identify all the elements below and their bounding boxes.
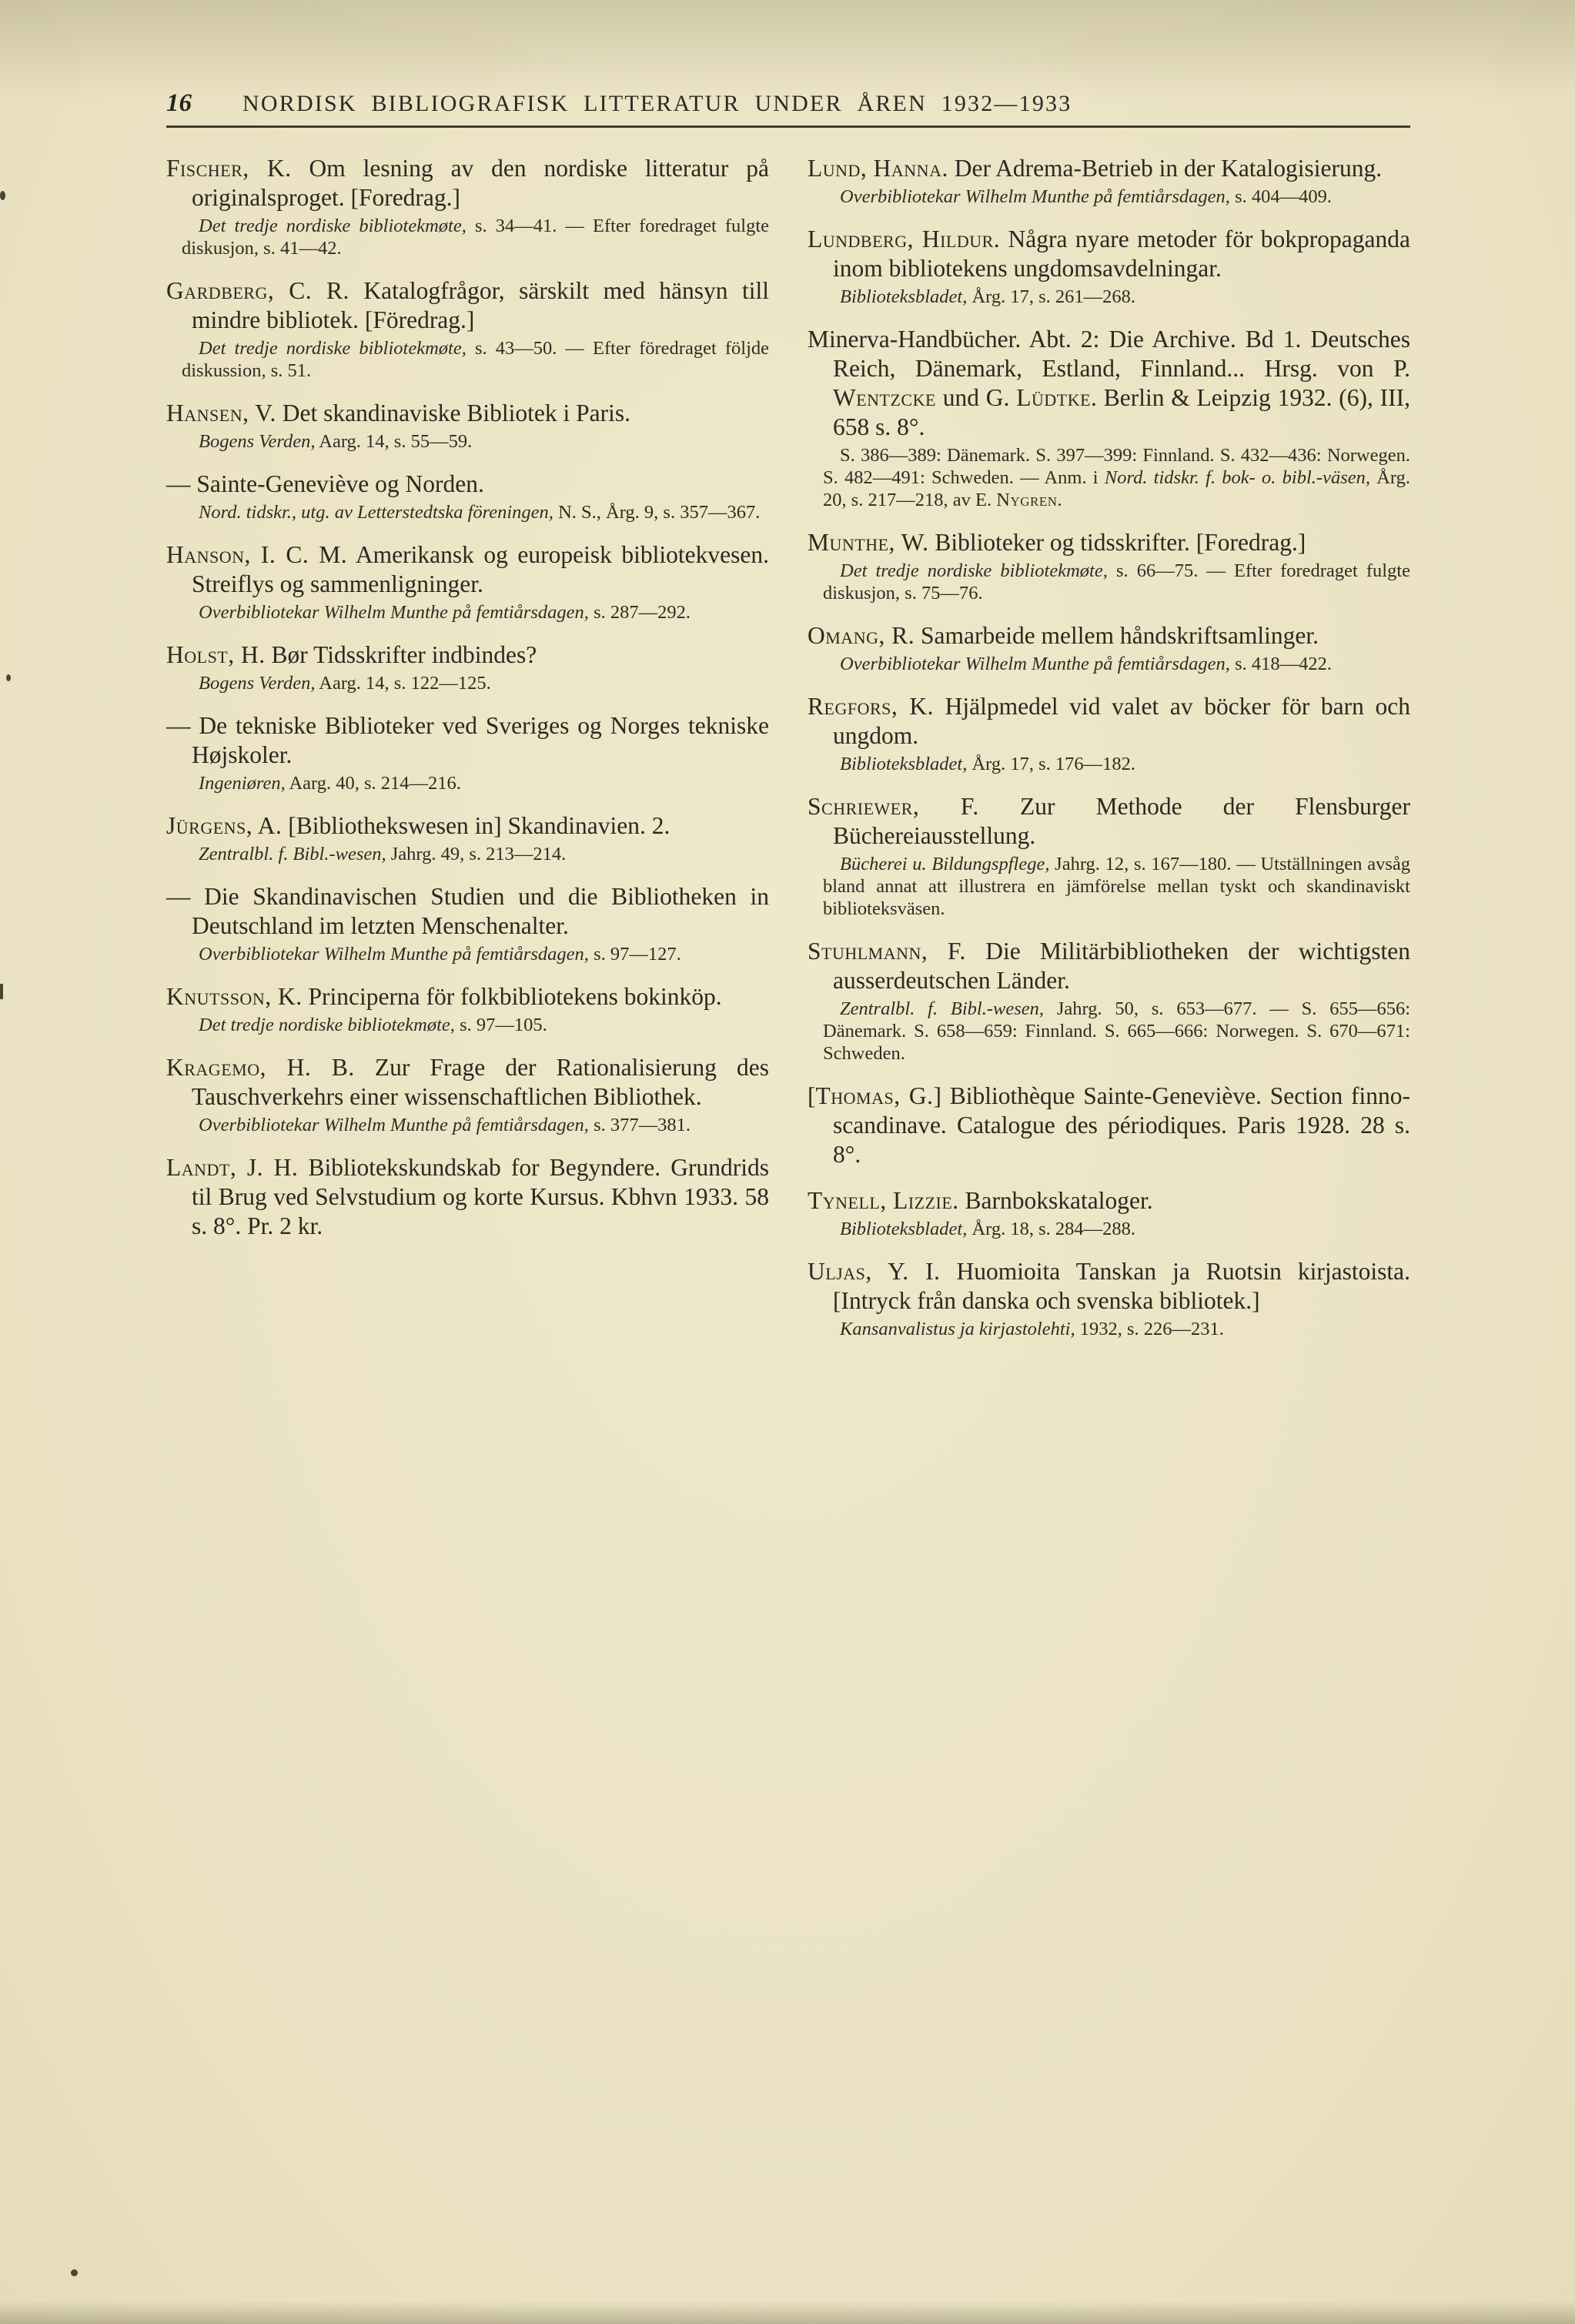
source-title: Biblioteksbladet, [840, 1219, 968, 1239]
bibliography-entry [166, 276, 769, 382]
source-title: Nord. tidskr., utg. av Letterstedtska föreningen, [199, 502, 553, 523]
source-title: Bücherei u. Bildungspflege, [840, 854, 1050, 874]
text-run: Aarg. 14, s. 122—125. [315, 673, 491, 694]
author-name: Munthe, W. [808, 529, 929, 556]
author-name: Schriewer, F. [808, 793, 979, 820]
text-run: [Bibliothekswesen in] Skandinavien. 2. [282, 812, 670, 839]
entry-citation [808, 560, 1410, 604]
author-name: Hansen, V. [166, 400, 276, 426]
bibliography-entry [808, 621, 1410, 675]
entry-citation [808, 1318, 1410, 1340]
source-title: Overbibliotekar Wilhelm Munthe på femtiårsdagen, [199, 1115, 589, 1135]
bibliography-entry [166, 811, 769, 865]
scan-speck [71, 2269, 78, 2276]
entry-main-text [808, 528, 1410, 557]
entry-main-text [166, 882, 769, 941]
bibliography-entry [166, 540, 769, 624]
scan-mark [0, 984, 3, 999]
bibliography-entry [808, 1082, 1410, 1169]
text-run: Zur Methode der Flensburger Büchereiausstellung. [833, 793, 1410, 849]
entry-citation [166, 1014, 769, 1036]
author-name: Omang, R. [808, 622, 915, 649]
entry-main-text [808, 1082, 1410, 1169]
scan-speck [0, 191, 5, 200]
author-name: Tynell, Lizzie. [808, 1187, 959, 1214]
bibliography-entry [808, 1186, 1410, 1240]
text-run: . [1057, 490, 1062, 510]
author-name: Uljas, Y. I. [808, 1258, 941, 1285]
entry-citation [808, 1218, 1410, 1240]
author-name: Nygren [996, 490, 1058, 510]
source-title: Kansanvalistus ja kirjastolehti, [840, 1319, 1075, 1339]
bibliography-entry [166, 399, 769, 453]
text-run: Barnbokskataloger. [958, 1187, 1153, 1214]
entry-citation [166, 430, 769, 453]
entry-main-text [808, 1257, 1410, 1316]
entry-citation [166, 772, 769, 794]
text-run: s. 377—381. [588, 1115, 691, 1135]
author-name: Hanson, I. C. M. [166, 541, 348, 568]
entry-citation [166, 215, 769, 259]
author-name: Regfors, K. [808, 693, 934, 720]
bibliography-entry [166, 470, 769, 523]
text-run: Årg. 17, s. 176—182. [967, 754, 1136, 774]
author-name: Landt, J. H. [166, 1154, 299, 1181]
author-name: Thomas, G. [815, 1082, 934, 1109]
source-title: Overbibliotekar Wilhelm Munthe på femtiårsdagen, [840, 186, 1230, 207]
text-run: [ [808, 1082, 816, 1109]
entry-main-text [166, 1153, 769, 1241]
bibliography-entry [808, 225, 1410, 308]
entry-citation [808, 286, 1410, 308]
entry-main-text [166, 1053, 769, 1112]
bibliography-entry [808, 528, 1410, 604]
text-run: Huomioita Tanskan ja Ruotsin kirjastoista. [Intryck från danska och svenska bibliotek.] [833, 1258, 1410, 1314]
text-run: — De tekniske Biblioteker ved Sveriges og Norges tekniske Højskoler. [166, 712, 769, 768]
bibliography-entry [808, 154, 1410, 208]
entry-citation [166, 601, 769, 624]
text-run: s. 34—41. — Efter foredraget fulgte diskusjon, s. 41—42. [182, 216, 769, 259]
entry-main-text [166, 276, 769, 335]
entry-citation [808, 998, 1410, 1065]
author-name: Holst, H. [166, 641, 266, 668]
entry-main-text [808, 154, 1410, 183]
text-run: S. 386—389: Dänemark. S. 397—399: Finnland. S. 432—436: Norwegen. S. 482—491: Schweden. — Anm. i [823, 445, 1410, 488]
text-run: Bør Tidsskrifter indbindes? [265, 641, 537, 668]
bibliography-entry [166, 1053, 769, 1136]
text-run: s. 418—422. [1229, 654, 1332, 674]
text-run: — Sainte-Geneviève og Norden. [166, 470, 484, 497]
text-run: — Die Skandinavischen Studien und die Bibliotheken in Deutschland im letzten Menschenalter. [166, 883, 769, 939]
entry-main-text [808, 692, 1410, 751]
page-number: 16 [166, 89, 192, 117]
entry-citation [166, 501, 769, 523]
author-name: Stuhlmann, F. [808, 938, 966, 965]
entry-main-text [166, 711, 769, 770]
source-title: Det tredje nordiske bibliotekmøte, [199, 1015, 455, 1035]
bibliography-entry [166, 982, 769, 1036]
bibliography-entry [166, 1153, 769, 1241]
author-name: Lundberg, Hildur. [808, 226, 1001, 252]
text-run: Aarg. 14, s. 55—59. [315, 431, 473, 452]
text-run: s. 66—75. — Efter foredraget fulgte diskusjon, s. 75—76. [823, 560, 1410, 604]
entry-citation [166, 337, 769, 382]
text-run: Årg. 17, s. 261—268. [967, 286, 1136, 307]
source-title: Nord. tidskr. f. bok- o. bibl.-väsen, [1104, 467, 1370, 488]
text-run: Principerna för folkbibliotekens bokinköp. [302, 983, 722, 1010]
entry-main-text [808, 325, 1410, 442]
entry-main-text [166, 399, 769, 428]
source-title: Overbibliotekar Wilhelm Munthe på femtiårsdagen, [199, 602, 589, 623]
text-run: Zur Frage der Rationalisierung des Tauschverkehrs einer wissenschaftlichen Bibliothek. [192, 1054, 770, 1110]
source-title: Overbibliotekar Wilhelm Munthe på femtiårsdagen, [199, 944, 589, 965]
entry-main-text [808, 937, 1410, 995]
text-run: Det skandinaviske Bibliotek i Paris. [276, 400, 631, 426]
entry-main-text [166, 640, 769, 670]
entry-main-text [808, 1186, 1410, 1216]
column-right [808, 154, 1410, 1357]
text-run: Katalogfrågor, särskilt med hänsyn till mindre bibliotek. [Föredrag.] [192, 277, 769, 333]
text-run: Biblioteker og tidsskrifter. [Foredrag.] [928, 529, 1306, 556]
text-run: s. 287—292. [588, 602, 691, 623]
bibliography-entry [808, 792, 1410, 920]
text-run: Aarg. 40, s. 214—216. [285, 773, 461, 794]
entry-citation [166, 843, 769, 865]
author-name: Jürgens, A. [166, 812, 283, 839]
text-run: Om lesning av den nordiske litteratur på originalsproget. [Foredrag.] [192, 155, 769, 211]
author-name: Lüdtke [1016, 384, 1092, 411]
source-title: Zentralbl. f. Bibl.-wesen, [840, 998, 1045, 1019]
entry-main-text [166, 811, 769, 841]
entry-main-text [808, 621, 1410, 650]
source-title: Det tredje nordiske bibliotekmøte, [840, 560, 1108, 581]
text-run: Bibliotekskundskab for Begyndere. Grundrids til Brug ved Selvstudium og korte Kursus. Kbhvn 1933. 58 s. 8°. Pr. 2 kr. [192, 1154, 769, 1239]
source-title: Zentralbl. f. Bibl.-wesen, [199, 844, 386, 864]
entry-main-text [166, 982, 769, 1012]
entry-citation [166, 672, 769, 694]
text-run: s. 404—409. [1229, 186, 1332, 207]
text-run: N. S., Årg. 9, s. 357—367. [553, 502, 761, 523]
text-run: Die Militärbibliotheken der wichtigsten ausserdeutschen Länder. [833, 938, 1410, 994]
bibliography-entry [808, 325, 1410, 511]
bibliography-columns [166, 154, 1410, 1357]
text-run: s. 97—127. [588, 944, 681, 965]
source-title: Biblioteksbladet, [840, 754, 968, 774]
text-run: Årg. 20, s. 217—218, av E. [823, 467, 1411, 510]
text-run: Der Adrema-Betrieb in der Katalogisierung. [948, 155, 1383, 182]
column-left [166, 154, 769, 1357]
text-run: Jahrg. 12, s. 167—180. — Utställningen avsåg bland annat att illustrera en jämförelse mellan tyskt och skandinaviskt biblioteksväsen. [823, 854, 1410, 919]
text-run: Årg. 18, s. 284—288. [967, 1219, 1136, 1239]
author-name: Gardberg, C. R. [166, 277, 349, 304]
bibliography-entry [166, 711, 769, 794]
text-run: 1932, s. 226—231. [1075, 1319, 1224, 1339]
author-name: Fischer, K. [166, 155, 292, 182]
entry-main-text [166, 540, 769, 599]
author-name: Knutsson, K. [166, 983, 303, 1010]
source-title: Det tredje nordiske bibliotekmøte, [199, 338, 466, 359]
bibliography-entry [166, 640, 769, 694]
entry-citation [808, 186, 1410, 208]
page-header [166, 89, 1410, 128]
entry-citation [808, 753, 1410, 775]
running-title: NORDISK BIBLIOGRAFISK LITTERATUR UNDER ÅREN 1932—1933 [242, 91, 1072, 116]
author-name: Lund, Hanna. [808, 155, 948, 182]
entry-citation [808, 853, 1410, 920]
entry-citation [166, 943, 769, 965]
text-run: und G. [935, 384, 1017, 411]
source-title: Bogens Verden, [199, 673, 316, 694]
bibliography-entry [166, 882, 769, 965]
source-title: Det tredje nordiske bibliotekmøte, [199, 216, 466, 236]
text-run: s. 97—105. [454, 1015, 547, 1035]
text-run: Amerikansk og europeisk bibliotekvesen. Streiflys og sammenligninger. [192, 541, 769, 597]
source-title: Bogens Verden, [199, 431, 316, 452]
text-run: Några nyare metoder för bokpropaganda inom bibliotekens ungdomsavdelningar. [833, 226, 1410, 282]
entry-main-text [808, 225, 1410, 283]
source-title: Ingeniøren, [199, 773, 286, 794]
entry-citation [808, 444, 1410, 511]
bibliography-entry [166, 154, 769, 259]
source-title: Biblioteksbladet, [840, 286, 968, 307]
text-run: . Berlin & Leipzig 1932. (6), III, 658 s. 8°. [833, 384, 1410, 440]
source-title: Overbibliotekar Wilhelm Munthe på femtiårsdagen, [840, 654, 1230, 674]
author-name: Wentzcke [833, 384, 936, 411]
entry-main-text [166, 470, 769, 499]
text-run: Samarbeide mellem håndskriftsamlinger. [915, 622, 1319, 649]
text-run: Jahrg. 50, s. 653—677. — S. 655—656: Dänemark. S. 658—659: Finnland. S. 665—666: Norwegen. S. 670—671: Schweden. [823, 998, 1411, 1064]
text-run: s. 43—50. — Efter föredraget följde diskussion, s. 51. [182, 338, 769, 381]
bibliography-entry [808, 692, 1410, 775]
text-run: Hjälpmedel vid valet av böcker för barn och ungdom. [833, 693, 1411, 749]
bibliography-entry [808, 937, 1410, 1065]
text-run: Minerva-Handbücher. Abt. 2: Die Archive. Bd 1. Deutsches Reich, Dänemark, Estland, Finnland... Hrsg. von P. [808, 326, 1410, 382]
scan-speck [6, 674, 11, 681]
entry-main-text [166, 154, 769, 212]
entry-citation [808, 653, 1410, 675]
bibliography-entry [808, 1257, 1410, 1340]
text-run: Jahrg. 49, s. 213—214. [386, 844, 567, 864]
author-name: Kragemo, H. B. [166, 1054, 355, 1081]
entry-main-text [808, 792, 1410, 851]
text-run: ] Bibliothèque Sainte-Geneviève. Section finno-scandinave. Catalogue des périodiques. Paris 1928. 28 s. 8°. [833, 1082, 1410, 1168]
entry-citation [166, 1114, 769, 1136]
